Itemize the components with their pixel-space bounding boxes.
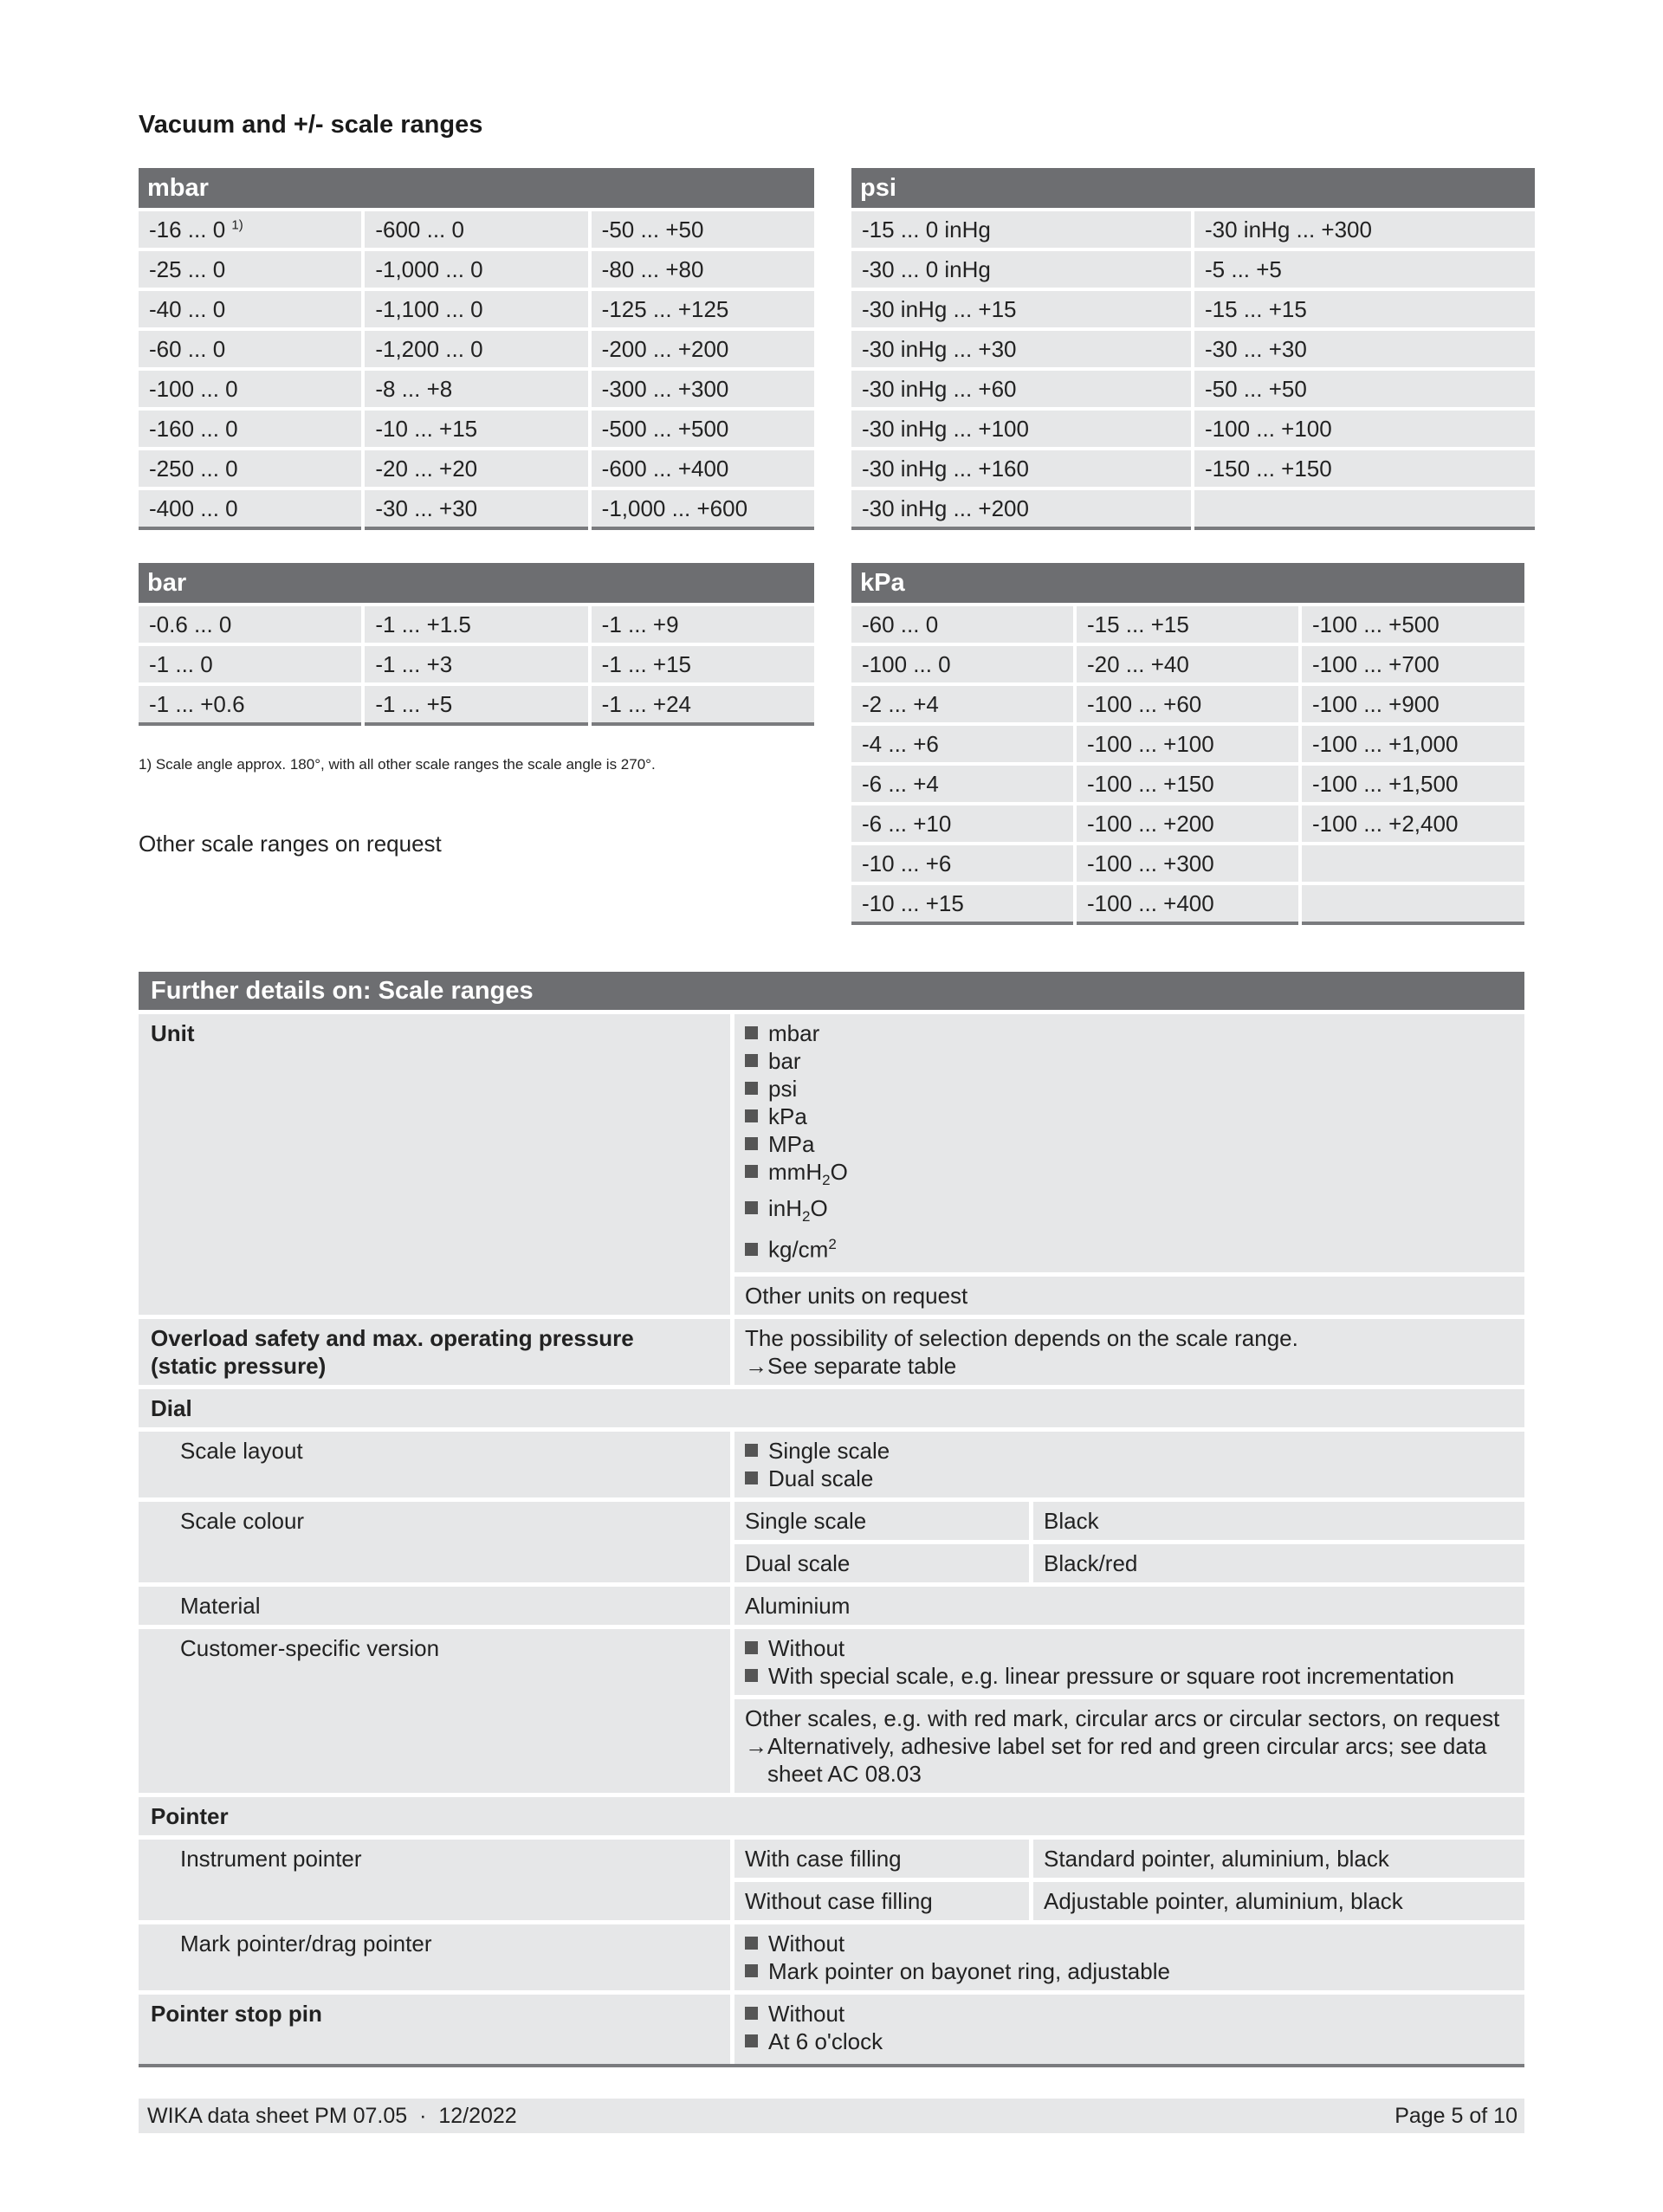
- table-cell: -1 ... +15: [592, 643, 814, 682]
- table-cell: -60 ... 0: [851, 603, 1073, 643]
- table-cell: -1,200 ... 0: [365, 327, 587, 367]
- table-cell: -600 ... 0: [365, 208, 587, 248]
- table-row: [851, 722, 1524, 762]
- customer-version-label: Customer-specific version: [139, 1629, 730, 1793]
- list-item: Single scale: [745, 1437, 1514, 1465]
- table-cell: -100 ... +100: [1194, 407, 1535, 447]
- unit-values: [734, 1014, 1524, 1315]
- table-row: [139, 407, 814, 447]
- pointer-stop-pin-label: Pointer stop pin: [139, 1995, 730, 2064]
- table-row: [851, 327, 1535, 367]
- table-cell: -1,000 ... 0: [365, 248, 587, 288]
- table-row: [851, 762, 1524, 802]
- unit-row: [139, 1010, 1524, 1315]
- mark-pointer-values: [734, 1924, 1524, 1990]
- table-cell: -0.6 ... 0: [139, 603, 361, 643]
- page-number: Page 5 of 10: [1394, 2104, 1517, 2128]
- overload-row: [139, 1315, 1524, 1385]
- list-item: Mark pointer on bayonet ring, adjustable: [745, 1957, 1514, 1985]
- scale-layout-values: [734, 1432, 1524, 1497]
- table-cell: -600 ... +400: [592, 447, 814, 487]
- details-header: Further details on: Scale ranges: [139, 972, 1524, 1010]
- table-cell: -15 ... +15: [1194, 288, 1535, 327]
- details-table: [139, 972, 1524, 2067]
- table-cell: -30 inHg ... +160: [851, 447, 1191, 487]
- table-cell: -30 inHg ... +100: [851, 407, 1191, 447]
- scale-colour-values: Single scale Black Dual scale Black/red: [734, 1502, 1524, 1582]
- table-row: [851, 603, 1524, 643]
- list-item: MPa: [745, 1130, 1514, 1158]
- table-cell: -2 ... +4: [851, 682, 1073, 722]
- customer-version-row: [139, 1625, 1524, 1793]
- bullet-square-icon: [745, 1937, 758, 1950]
- list-item: psi: [745, 1075, 1514, 1103]
- table-cell: -50 ... +50: [1194, 367, 1535, 407]
- table-row: [851, 447, 1535, 487]
- table-cell: -40 ... 0: [139, 288, 361, 327]
- list-item: Without: [745, 1930, 1514, 1957]
- dial-label: Dial: [139, 1389, 1524, 1427]
- overload-value: The possibility of selection depends on the scale range. → See separate table: [734, 1319, 1524, 1385]
- arrow-right-icon: →: [745, 1733, 767, 1760]
- table-cell: -500 ... +500: [592, 407, 814, 447]
- table-cell: -1 ... +5: [365, 682, 587, 726]
- bullet-square-icon: [745, 1964, 758, 1977]
- table-row: [851, 208, 1535, 248]
- table-cell: -100 ... +100: [1077, 722, 1298, 762]
- table-cell: -100 ... +900: [1302, 682, 1524, 722]
- scale-layout-row: [139, 1427, 1524, 1497]
- table-row: [139, 327, 814, 367]
- table-cell: -10 ... +15: [365, 407, 587, 447]
- bullet-square-icon: [745, 1165, 758, 1178]
- table-cell: -16 ... 0 $^{1)}$: [139, 208, 361, 248]
- table-cell: -100 ... 0: [851, 643, 1073, 682]
- table-cell: -1 ... +24: [592, 682, 814, 726]
- table-cell: -100 ... +200: [1077, 802, 1298, 842]
- table-row: [851, 407, 1535, 447]
- table-cell: -60 ... 0: [139, 327, 361, 367]
- material-row: [139, 1582, 1524, 1625]
- bullet-square-icon: [745, 1243, 758, 1256]
- table-cell: -100 ... +150: [1077, 762, 1298, 802]
- table-cell: -8 ... +8: [365, 367, 587, 407]
- table-cell: -6 ... +10: [851, 802, 1073, 842]
- pointer-row: [139, 1793, 1524, 1835]
- list-item: Without: [745, 1634, 1514, 1662]
- table-row: [139, 367, 814, 407]
- list-item: At 6 o'clock: [745, 2028, 1514, 2055]
- mark-pointer-label: Mark pointer/drag pointer: [139, 1924, 730, 1990]
- mbar-header: mbar: [139, 168, 814, 208]
- table-row: [139, 288, 814, 327]
- table-cell: -100 ... +1,000: [1302, 722, 1524, 762]
- table-cell: -400 ... 0: [139, 487, 361, 530]
- footnote: 1) Scale angle approx. 180°, with all other scale ranges the scale angle is 270°.: [139, 756, 656, 773]
- table-cell: -30 ... 0 inHg: [851, 248, 1191, 288]
- footnote-marker: 1): [231, 217, 243, 232]
- bullet-square-icon: [745, 1082, 758, 1095]
- table-cell: [1194, 487, 1535, 530]
- table-cell: [1302, 842, 1524, 882]
- table-cell: -1 ... +9: [592, 603, 814, 643]
- table-cell: -4 ... +6: [851, 722, 1073, 762]
- table-cell: -1 ... 0: [139, 643, 361, 682]
- table-row: [851, 487, 1535, 530]
- table-cell: -15 ... +15: [1077, 603, 1298, 643]
- table-cell: -30 inHg ... +30: [851, 327, 1191, 367]
- scale-colour-label: Scale colour: [139, 1502, 730, 1582]
- table-cell: -80 ... +80: [592, 248, 814, 288]
- mbar-table: [135, 168, 818, 530]
- kpa-table: [848, 563, 1528, 925]
- table-cell: -30 inHg ... +60: [851, 367, 1191, 407]
- table-cell: -5 ... +5: [1194, 248, 1535, 288]
- table-cell: -20 ... +40: [1077, 643, 1298, 682]
- scale-layout-label: Scale layout: [139, 1432, 730, 1497]
- dial-row: [139, 1385, 1524, 1427]
- table-cell: -150 ... +150: [1194, 447, 1535, 487]
- table-cell: -1 ... +3: [365, 643, 587, 682]
- list-item: With special scale, e.g. linear pressure or square root incrementation: [745, 1662, 1514, 1690]
- table-cell: -100 ... +60: [1077, 682, 1298, 722]
- bullet-square-icon: [745, 1026, 758, 1039]
- table-cell: -25 ... 0: [139, 248, 361, 288]
- other-units-note: Other units on request: [734, 1272, 1524, 1315]
- table-cell: -125 ... +125: [592, 288, 814, 327]
- table-cell: -30 inHg ... +200: [851, 487, 1191, 530]
- table-row: [139, 208, 814, 248]
- table-cell: -200 ... +200: [592, 327, 814, 367]
- overload-label: Overload safety and max. operating pressure (static pressure): [139, 1319, 730, 1385]
- pointer-stop-pin-row: [139, 1990, 1524, 2067]
- table-cell: -30 inHg ... +15: [851, 288, 1191, 327]
- table-cell: -30 inHg ... +300: [1194, 208, 1535, 248]
- table-cell: -1 ... +0.6: [139, 682, 361, 726]
- table-cell: -100 ... +500: [1302, 603, 1524, 643]
- bullet-square-icon: [745, 1109, 758, 1122]
- bar-header: bar: [139, 563, 814, 603]
- table-cell: -6 ... +4: [851, 762, 1073, 802]
- list-item: Without: [745, 2000, 1514, 2028]
- table-row: [139, 487, 814, 530]
- table-row: [851, 842, 1524, 882]
- table-row: [851, 248, 1535, 288]
- list-item: mbar: [745, 1019, 1514, 1047]
- instrument-pointer-row: [139, 1835, 1524, 1920]
- table-cell: -250 ... 0: [139, 447, 361, 487]
- table-cell: -1 ... +1.5: [365, 603, 587, 643]
- table-row: [139, 447, 814, 487]
- table-row: [851, 802, 1524, 842]
- table-row: [851, 882, 1524, 925]
- arrow-right-icon: →: [745, 1353, 767, 1380]
- page-footer: [139, 2099, 1524, 2133]
- table-cell: -15 ... 0 inHg: [851, 208, 1191, 248]
- kpa-header: kPa: [851, 563, 1524, 603]
- table-row: [851, 643, 1524, 682]
- material-label: Material: [139, 1587, 730, 1625]
- psi-header: psi: [851, 168, 1535, 208]
- table-cell: [1302, 882, 1524, 925]
- table-row: [139, 643, 814, 682]
- bullet-square-icon: [745, 1669, 758, 1682]
- bullet-square-icon: [745, 2034, 758, 2047]
- bullet-square-icon: [745, 1054, 758, 1067]
- table-cell: -100 ... +400: [1077, 882, 1298, 925]
- customer-version-values: Without With special scale, e.g. linear pressure or square root incrementation Other scales, e.g. with red mark, circular arcs or circular sectors, on request → Alternatively, adhesive label set for red and green circular arcs; see data sheet AC 08.03: [734, 1629, 1524, 1793]
- material-value: Aluminium: [734, 1587, 1524, 1625]
- list-item: Dual scale: [745, 1465, 1514, 1492]
- pointer-stop-pin-values: [734, 1995, 1524, 2064]
- table-cell: -30 ... +30: [365, 487, 587, 530]
- bullet-square-icon: [745, 1137, 758, 1150]
- table-cell: -300 ... +300: [592, 367, 814, 407]
- table-cell: -100 ... +1,500: [1302, 762, 1524, 802]
- table-row: [851, 367, 1535, 407]
- page-title: Vacuum and +/- scale ranges: [139, 111, 483, 139]
- list-item: mmH$_2$O: [745, 1158, 1514, 1194]
- table-cell: -100 ... +300: [1077, 842, 1298, 882]
- instrument-pointer-label: Instrument pointer: [139, 1840, 730, 1920]
- table-row: [139, 248, 814, 288]
- list-item: kPa: [745, 1103, 1514, 1130]
- other-ranges-note: Other scale ranges on request: [139, 831, 442, 857]
- psi-table: [848, 168, 1538, 530]
- bullet-square-icon: [745, 2007, 758, 2020]
- table-cell: -30 ... +30: [1194, 327, 1535, 367]
- table-row: [139, 603, 814, 643]
- mark-pointer-row: [139, 1920, 1524, 1990]
- table-cell: -10 ... +15: [851, 882, 1073, 925]
- footer-doc-info: WIKA data sheet PM 07.05 · 12/2022: [147, 2104, 517, 2128]
- table-row: [139, 682, 814, 726]
- bar-table: [135, 563, 818, 726]
- unit-label: Unit: [139, 1014, 730, 1315]
- bullet-square-icon: [745, 1641, 758, 1654]
- table-cell: -10 ... +6: [851, 842, 1073, 882]
- table-cell: -100 ... +700: [1302, 643, 1524, 682]
- list-item: $kg/cm^2$: [745, 1231, 1514, 1264]
- table-cell: -20 ... +20: [365, 447, 587, 487]
- list-item: inH$_2$O: [745, 1194, 1514, 1231]
- table-row: [851, 288, 1535, 327]
- table-row: [851, 682, 1524, 722]
- instrument-pointer-values: With case filling Standard pointer, aluminium, black Without case filling Adjustable pointer, aluminium, black: [734, 1840, 1524, 1920]
- bullet-square-icon: [745, 1471, 758, 1484]
- table-cell: -100 ... +2,400: [1302, 802, 1524, 842]
- table-cell: -1,100 ... 0: [365, 288, 587, 327]
- table-cell: -1,000 ... +600: [592, 487, 814, 530]
- bullet-square-icon: [745, 1444, 758, 1457]
- table-cell: -160 ... 0: [139, 407, 361, 447]
- table-cell: -100 ... 0: [139, 367, 361, 407]
- pointer-label: Pointer: [139, 1797, 1524, 1835]
- list-item: bar: [745, 1047, 1514, 1075]
- scale-colour-row: [139, 1497, 1524, 1582]
- bullet-square-icon: [745, 1201, 758, 1214]
- table-cell: -50 ... +50: [592, 208, 814, 248]
